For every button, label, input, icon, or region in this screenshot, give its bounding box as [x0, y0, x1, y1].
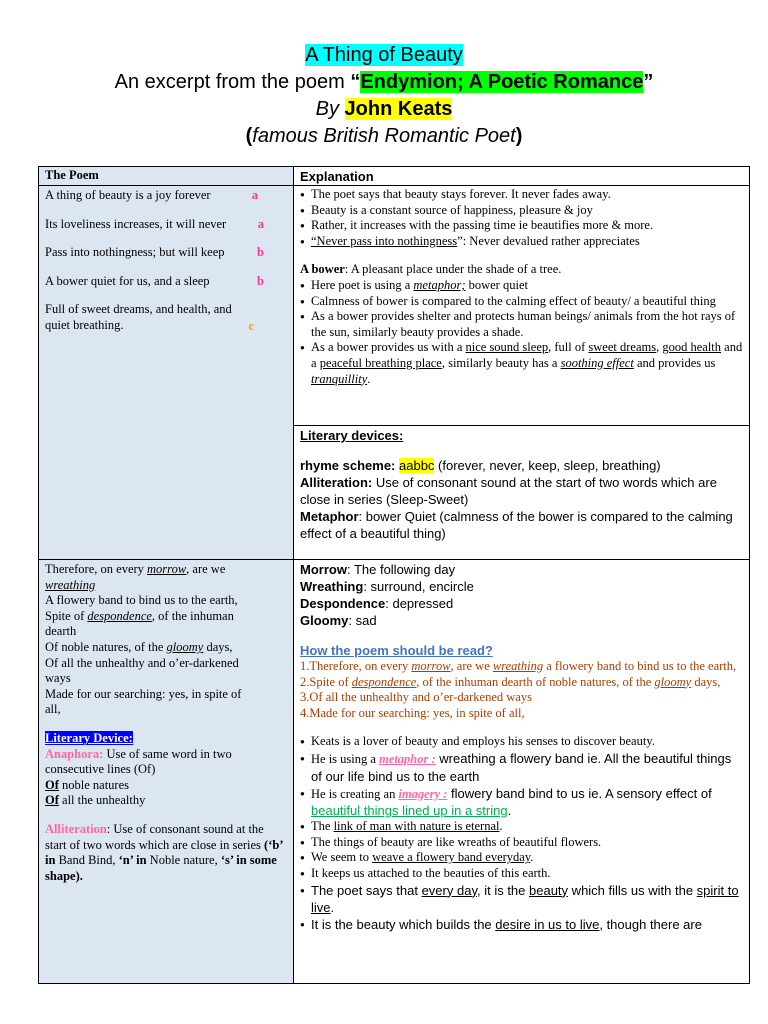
term-label: A bower: [300, 262, 345, 277]
list-item: [300, 340, 744, 387]
poem-line-text: Spite of: [45, 608, 88, 623]
term-label: Morrow: [300, 562, 347, 577]
poem-line: [45, 217, 288, 233]
explanation-header-text: Explanation: [300, 169, 374, 184]
underlined-text: link of man with nature is eternal: [333, 819, 500, 834]
poem-line: all,: [45, 702, 61, 717]
poem-line: ways: [45, 671, 71, 686]
poem-header-text: The Poem: [45, 168, 99, 182]
table-header-row: [39, 167, 750, 186]
title-line: [0, 42, 768, 69]
poem-line: [45, 609, 288, 625]
bullet-text: bower quiet: [465, 277, 528, 292]
bullet-text: The: [311, 819, 334, 834]
underlined-text: peaceful breathing place: [319, 355, 442, 370]
subtitle-line: [0, 69, 768, 96]
underlined-text: soothing effect: [560, 355, 634, 370]
metaphor-line: [300, 508, 744, 542]
poem-line: A flowery band to bind us to the earth,: [45, 593, 238, 608]
underlined-text: imagery :: [398, 786, 448, 801]
list-item: [300, 278, 744, 294]
poem-line-text: A bower quiet for us, and a sleep: [45, 273, 210, 288]
poem-line: [45, 245, 288, 261]
term-label: Alliteration: [45, 821, 107, 836]
term-definition: Use of consonant sound at the start of two words which are close in series (Sleep-Sweet): [300, 475, 717, 507]
bold-text: some shape).: [45, 853, 277, 883]
anaphora-example-2: [45, 793, 288, 809]
poem-line: [45, 562, 288, 578]
term-definition: : A pleasant place under the shade of a tree.: [344, 262, 562, 277]
quote-close: ”: [643, 71, 654, 93]
underlined-text: beauty: [529, 882, 569, 898]
explanation-cell-2: [294, 560, 750, 984]
list-item: [300, 882, 744, 916]
reading-text: , of the inhuman dearth of noble natures, of the: [416, 674, 655, 689]
rhyme-letter: c: [248, 318, 254, 333]
bullet-text: wreathing a flowery band ie. All the beautiful things of our life bind us to the earth: [311, 750, 732, 784]
reading-line: [300, 659, 744, 675]
underlined-text: gloomy: [654, 674, 692, 689]
bullet-text: and provides us: [633, 355, 716, 370]
author-name: John Keats: [344, 98, 453, 120]
poem-line-text: Of noble natures, of the: [45, 639, 167, 654]
bullet-text: The poet says that beauty stays forever. It never fades away.: [311, 187, 611, 201]
term-definition: Noble nature,: [146, 853, 221, 868]
underlined-text: despondence: [87, 608, 152, 623]
poem-line: [45, 318, 288, 334]
bullet-text: It is the beauty which builds the: [311, 916, 496, 932]
term-label: Wreathing: [300, 579, 364, 594]
rhyme-letter: b: [257, 273, 264, 288]
bullet-text: , it is the: [476, 882, 530, 898]
term-label: Gloomy: [300, 613, 349, 628]
bullet-text: flowery band bind to us ie. A sensory effect of: [447, 785, 712, 801]
poem-line: wreathing: [45, 577, 96, 592]
underlined-text: weave a flowery band everyday: [372, 850, 531, 865]
table-row: [39, 186, 750, 426]
description-line: [0, 123, 768, 150]
term-definition: : depressed: [385, 596, 454, 611]
bold-text: ‘n’ in: [118, 853, 147, 868]
bullet-text: Keats is a lover of beauty and employs his senses to discover beauty.: [311, 734, 655, 749]
underlined-text: nice sound sleep: [465, 340, 549, 355]
poem-line-text: Its loveliness increases, it will never: [45, 216, 227, 231]
term-label: Anaphora:: [45, 746, 104, 761]
poem-line-text: , are we: [186, 562, 226, 576]
underlined-text: metaphor;: [413, 277, 466, 292]
bower-definition: [300, 262, 744, 278]
term-definition: : The following day: [346, 562, 456, 577]
term-definition: : surround, encircle: [363, 579, 474, 594]
literary-device-heading: Literary Device:: [45, 730, 133, 745]
poem-line-text: Therefore, on every: [45, 562, 148, 576]
bullet-text: , full of: [548, 340, 589, 355]
bullet-text: It keeps us attached to the beauties of this earth.: [311, 865, 551, 880]
term-definition: : sad: [348, 613, 377, 628]
underlined-text: Of: [45, 793, 59, 808]
subtitle-prefix: An excerpt from the poem: [114, 71, 351, 93]
poem-line: [45, 302, 288, 318]
poem-name: Endymion; A Poetic Romance: [360, 71, 644, 93]
term-label: Despondence: [300, 596, 386, 611]
underlined-text: tranquillity: [311, 371, 368, 386]
term-definition: : bower Quiet (calmness of the bower is compared to the calming effect of a beautiful thing): [300, 509, 733, 541]
poem-table: [38, 166, 750, 984]
poem-stanza-1: [39, 186, 294, 560]
explanation-column-header: [294, 167, 750, 186]
list-item: [300, 234, 744, 250]
list-item: [300, 866, 744, 882]
discussion-list: [300, 734, 744, 932]
poem-column-header: [39, 167, 294, 186]
term-label: rhyme scheme:: [300, 458, 396, 473]
reading-text: days,: [691, 674, 721, 689]
bullet-text: As a bower provides us with a: [311, 340, 466, 355]
bullet-text: He is creating an: [311, 786, 399, 801]
underlined-text: good health: [662, 340, 722, 355]
bullet-text: ,: [656, 340, 663, 355]
underlined-text: morrow: [147, 562, 187, 576]
bullet-text: We seem to: [311, 850, 373, 865]
document-header: [0, 42, 768, 150]
list-item: [300, 187, 744, 203]
bullet-text: Beauty is a constant source of happiness, pleasure & joy: [311, 202, 593, 217]
poem-line: [45, 640, 288, 656]
underlined-text: beautiful things lined up in a string: [311, 803, 508, 819]
reading-lines: [300, 659, 744, 721]
bold-text: ‘s’ in: [220, 853, 247, 868]
underlined-text: every day: [421, 882, 477, 898]
term-label: Metaphor: [300, 509, 359, 524]
term-definition: Band Bind,: [55, 853, 119, 868]
list-item: [300, 203, 744, 219]
reading-heading: How the poem should be read?: [300, 643, 493, 658]
bullet-text: As a bower provides shelter and protects human beings/ animals from the hot rays of the sun, similarly beauty provides a shade.: [311, 309, 736, 339]
reading-text: , are we: [450, 659, 493, 673]
quote-open: “: [350, 71, 361, 93]
bullet-text: The things of beauty are like wreaths of beautiful flowers.: [311, 834, 602, 849]
bullet-text: .: [530, 850, 534, 865]
bold-text: (‘b’ in: [45, 837, 283, 868]
table-row: [39, 560, 750, 984]
poem-line: [45, 274, 288, 290]
term-definition: : Use of consonant sound at the start of two words which are close in series: [45, 821, 265, 852]
list-item: [300, 785, 744, 820]
author-description: famous British Romantic Poet: [252, 125, 516, 147]
alliteration-definition: [45, 822, 288, 884]
bullet-text: .: [367, 371, 371, 386]
underlined-text: desire in us to live,: [495, 916, 603, 932]
underlined-text: gloomy: [166, 639, 204, 654]
explanation-cell-1: [294, 186, 750, 426]
glossary-despondence: [300, 595, 744, 612]
document-title: A Thing of Beauty: [305, 44, 463, 66]
rhyme-letter: a: [251, 188, 258, 202]
underlined-text: “Never pass into nothingness: [311, 233, 458, 248]
list-item: [300, 750, 744, 785]
author-line: [0, 96, 768, 123]
example-text: noble natures: [58, 777, 130, 792]
underlined-text: morrow: [411, 659, 451, 673]
rhyme-letter: a: [257, 216, 264, 231]
bullet-text: Rather, it increases with the passing time ie beautifies more & more.: [311, 218, 654, 233]
poem-line-text: A thing of beauty is a joy forever: [45, 188, 211, 202]
bullet-text: , similarly beauty has a: [441, 355, 561, 370]
rhyme-scheme-line: [300, 457, 744, 474]
example-text: all the unhealthy: [58, 793, 146, 808]
poem-line: [45, 188, 288, 204]
underlined-text: Of: [45, 777, 59, 792]
term-label: Alliteration:: [300, 475, 373, 490]
literary-devices-cell: [294, 426, 750, 560]
reading-line: [300, 675, 744, 691]
bullet-text: ”: Never devalued rather appreciates: [457, 233, 640, 248]
rhyme-scheme-value: aabbc: [399, 458, 435, 473]
bullet-text: He is using a: [311, 751, 380, 766]
reading-text: 2.Spite of: [300, 674, 352, 689]
list-item: [300, 734, 744, 750]
poem-line: dearth: [45, 624, 77, 639]
poem-line-text: Pass into nothingness; but will keep: [45, 245, 225, 260]
list-item: [300, 850, 744, 866]
anaphora-example-1: [45, 778, 288, 794]
list-item: [300, 309, 744, 340]
by-label: By: [315, 98, 345, 120]
list-item: [300, 294, 744, 310]
bullet-text: which fills us with the: [568, 882, 697, 898]
bullet-text: .: [507, 803, 512, 819]
bullet-text: .: [330, 899, 335, 915]
poem-line: Of all the unhealthy and o’er-darkened: [45, 655, 239, 670]
poem-line: Made for our searching: yes, in spite of: [45, 686, 242, 701]
term-definition: Use of same word in two consecutive lines (Of): [45, 746, 232, 777]
bullet-text: though there are: [602, 916, 702, 932]
reading-text: 1.Therefore, on every: [300, 659, 412, 673]
rhyme-letter: b: [257, 245, 264, 260]
underlined-text: metaphor :: [379, 751, 436, 766]
glossary-wreathing: [300, 578, 744, 595]
underlined-text: sweet dreams: [588, 340, 657, 355]
paren-open: (: [245, 125, 253, 147]
underlined-text: wreathing: [492, 659, 544, 673]
list-item: [300, 819, 744, 835]
underlined-text: despondence: [351, 674, 417, 689]
underlined-text: spirit to live: [311, 882, 739, 915]
bullet-text: The poet says that: [311, 882, 422, 898]
poem-stanza-2: [39, 560, 294, 984]
paren-close: ): [515, 125, 523, 147]
bullet-text: Calmness of bower is compared to the calming effect of beauty/ a beautiful thing: [311, 293, 716, 308]
term-definition: (forever, never, keep, sleep, breathing): [434, 458, 661, 473]
poem-line-text: days,: [203, 639, 233, 654]
poem-line-text: , of the inhuman: [151, 608, 234, 623]
reading-line: 4.Made for our searching: yes, in spite of all,: [300, 705, 525, 720]
literary-devices-heading: Literary devices:: [300, 428, 404, 443]
glossary-gloomy: [300, 612, 744, 629]
list-item: [300, 916, 744, 933]
poem-line-text: Full of sweet dreams, and health, and: [45, 302, 232, 317]
anaphora-definition: [45, 747, 288, 778]
bullet-text: and a: [311, 340, 743, 370]
list-item: [300, 835, 744, 851]
glossary-morrow: [300, 561, 744, 578]
bullet-text: .: [499, 819, 503, 834]
poem-line-text: quiet breathing.: [45, 317, 124, 332]
reading-text: a flowery band to bind us to the earth,: [543, 659, 737, 673]
alliteration-line: [300, 474, 744, 508]
reading-line: 3.Of all the unhealthy and o’er-darkened ways: [300, 690, 532, 705]
list-item: [300, 218, 744, 234]
stanza-1-text: [39, 186, 293, 338]
bullet-text: Here poet is using a: [311, 277, 414, 292]
